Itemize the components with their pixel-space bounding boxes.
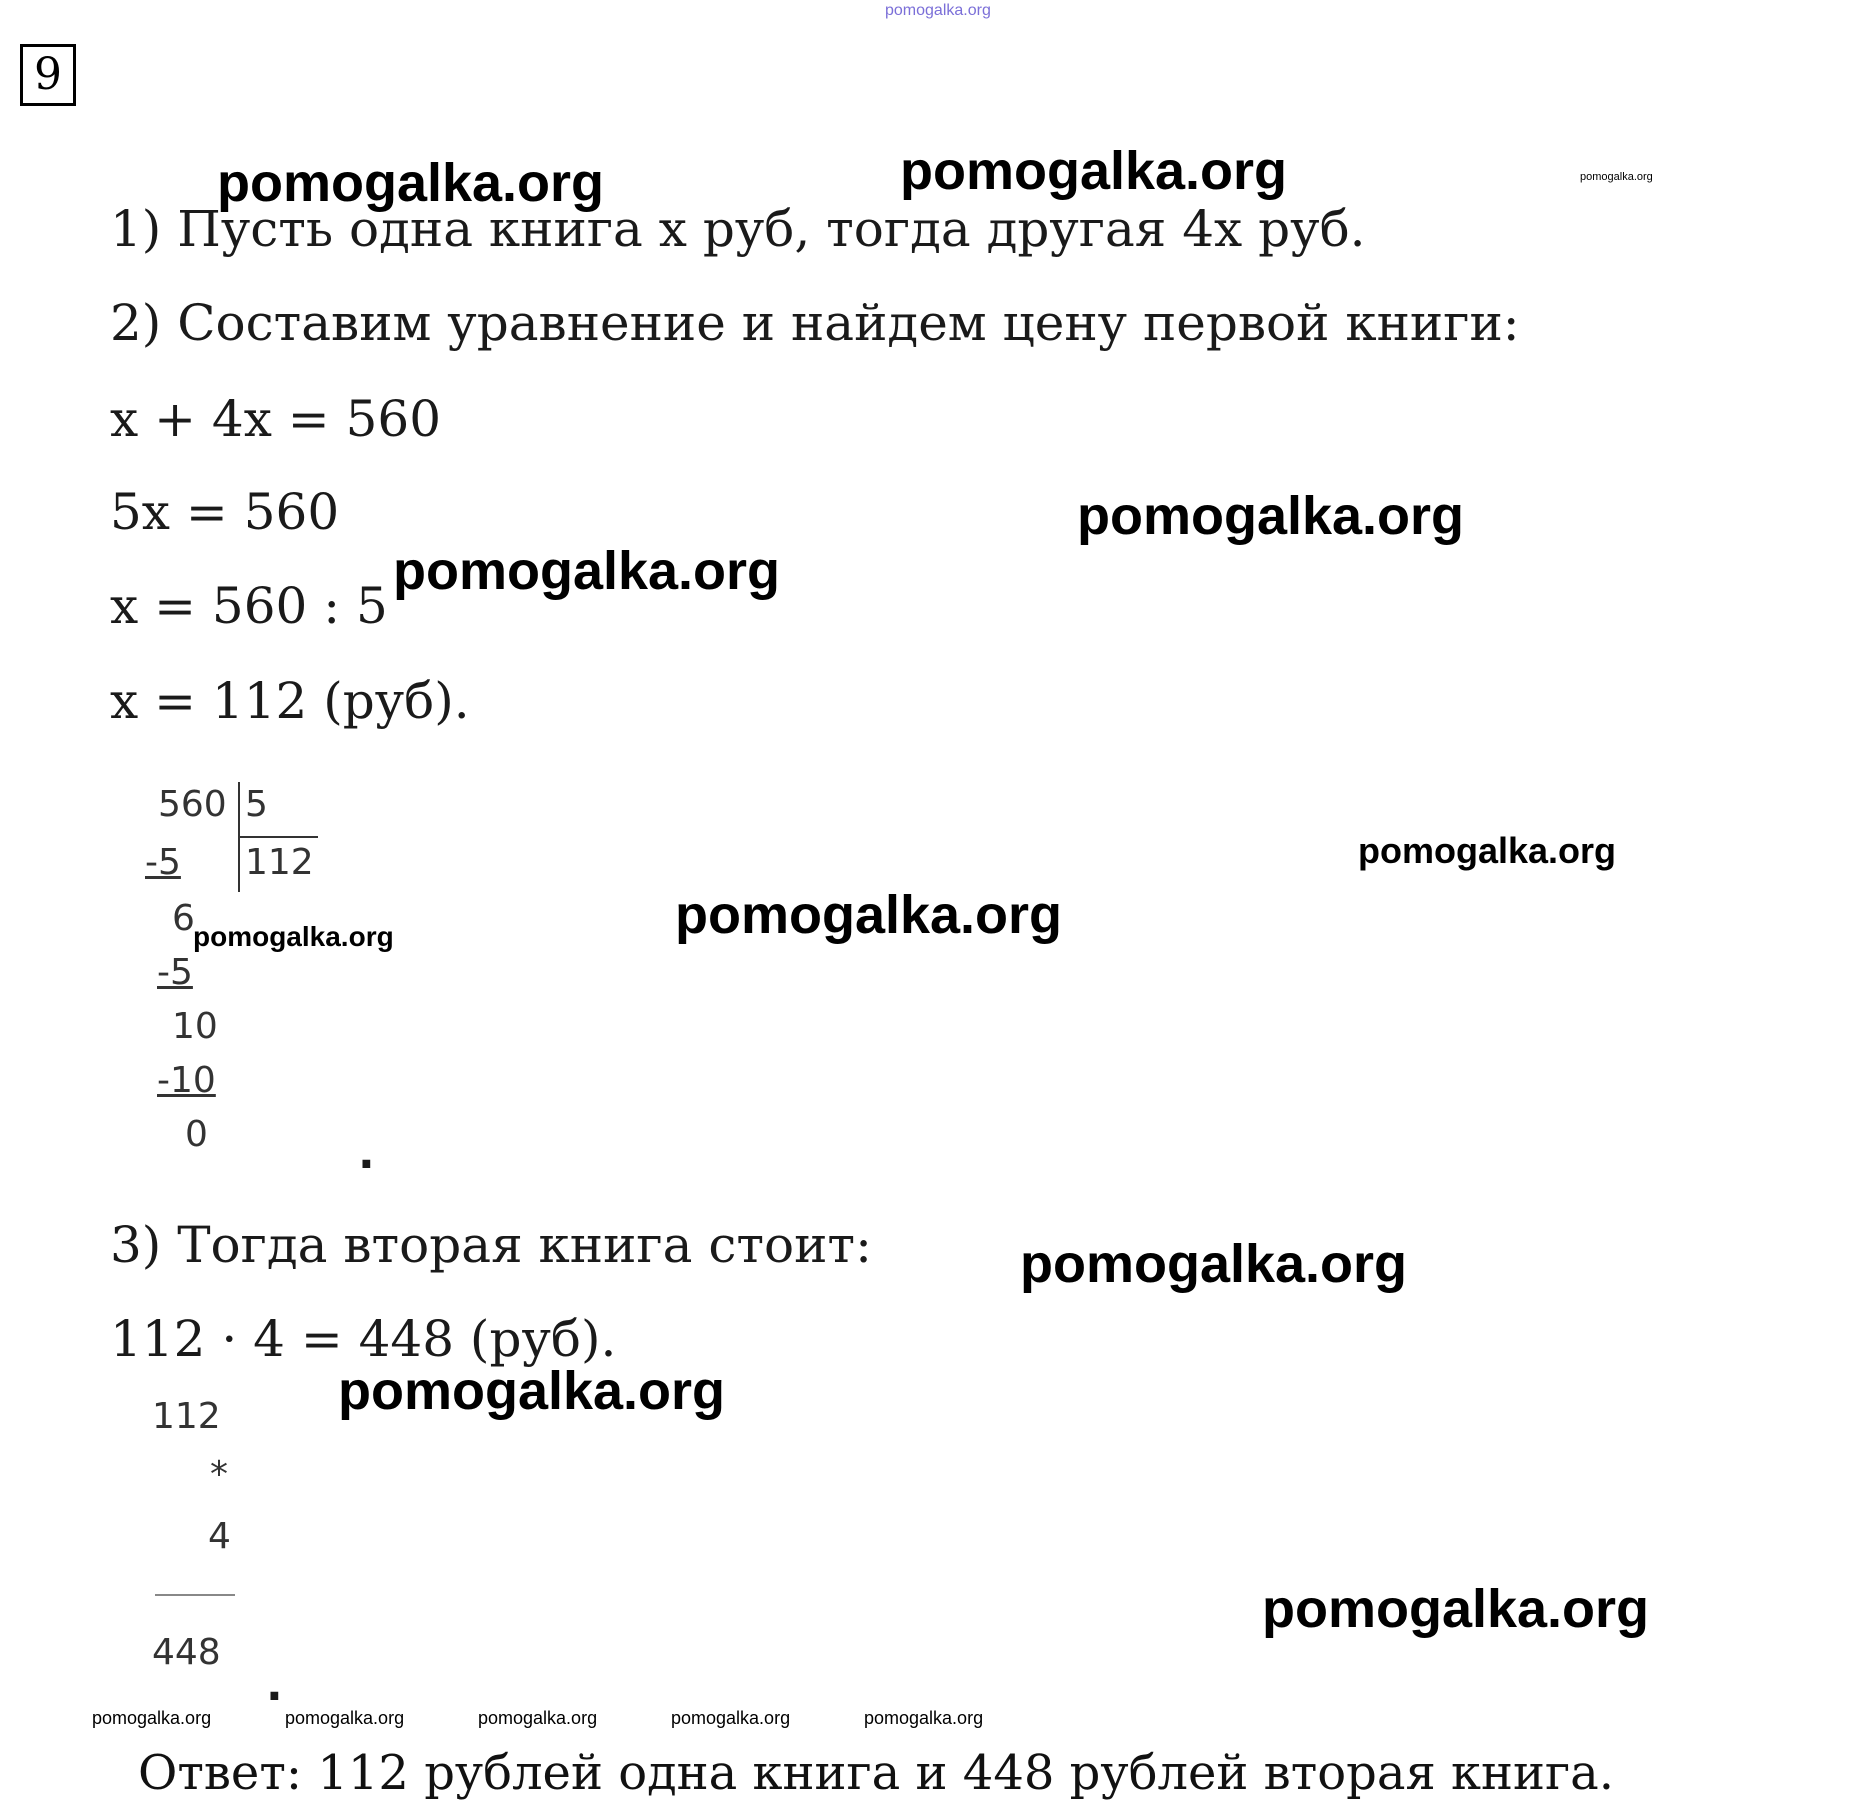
division-divisor: 5 — [245, 784, 268, 825]
watermark-top: pomogalka.org — [885, 2, 991, 19]
watermark: pomogalka.org — [675, 885, 1063, 945]
division-step: 6 — [172, 898, 195, 939]
task-number: 9 — [20, 44, 76, 106]
watermark: pomogalka.org — [92, 1708, 212, 1728]
answer: Ответ: 112 рублей одна книга и 448 рублей вторая книга. — [138, 1745, 1615, 1801]
watermark: pomogalka.org — [1358, 830, 1617, 871]
watermark: pomogalka.org — [864, 1708, 984, 1728]
division-quotient: 112 — [245, 842, 314, 883]
dot-mark: . — [266, 1660, 283, 1711]
division-step: -5 — [157, 952, 193, 993]
division-dividend: 560 — [158, 784, 227, 825]
division-horizontal-bar — [238, 836, 318, 838]
watermark: pomogalka.org — [1580, 171, 1653, 183]
multiplication-line — [155, 1594, 235, 1596]
equation-4: x = 112 (руб). — [110, 672, 470, 730]
multiplication-result: 448 — [152, 1632, 221, 1673]
dot-mark: . — [358, 1128, 375, 1179]
watermark: pomogalka.org — [1020, 1234, 1408, 1294]
multiplication-factor: 4 — [208, 1516, 231, 1557]
multiplication-sign: * — [210, 1454, 228, 1495]
watermark: pomogalka.org — [671, 1708, 791, 1728]
watermark: pomogalka.org — [285, 1708, 405, 1728]
watermark: pomogalka.org — [338, 1361, 726, 1421]
multiplication-top: 112 — [152, 1396, 221, 1437]
watermark: pomogalka.org — [478, 1708, 598, 1728]
line-3: 3) Тогда вторая книга стоит: — [110, 1216, 872, 1274]
equation-3: x = 560 : 5 — [110, 577, 388, 635]
equation-5: 112 · 4 = 448 (руб). — [110, 1310, 617, 1368]
watermark: pomogalka.org — [900, 141, 1288, 201]
division-step: 0 — [185, 1114, 208, 1155]
equation-1: x + 4x = 560 — [110, 390, 442, 448]
line-2: 2) Составим уравнение и найдем цену первой книги: — [110, 294, 1520, 352]
equation-2: 5x = 560 — [110, 483, 340, 541]
watermark: pomogalka.org — [393, 541, 781, 601]
watermark: pomogalka.org — [1077, 486, 1465, 546]
watermark: pomogalka.org — [1262, 1579, 1650, 1639]
division-step: -10 — [157, 1060, 216, 1101]
division-step: -5 — [145, 842, 181, 883]
division-step: 10 — [172, 1006, 218, 1047]
watermark: pomogalka.org — [217, 153, 605, 213]
watermark: pomogalka.org — [193, 921, 394, 952]
line-1: 1) Пусть одна книга x руб, тогда другая 4x руб. — [110, 200, 1366, 258]
